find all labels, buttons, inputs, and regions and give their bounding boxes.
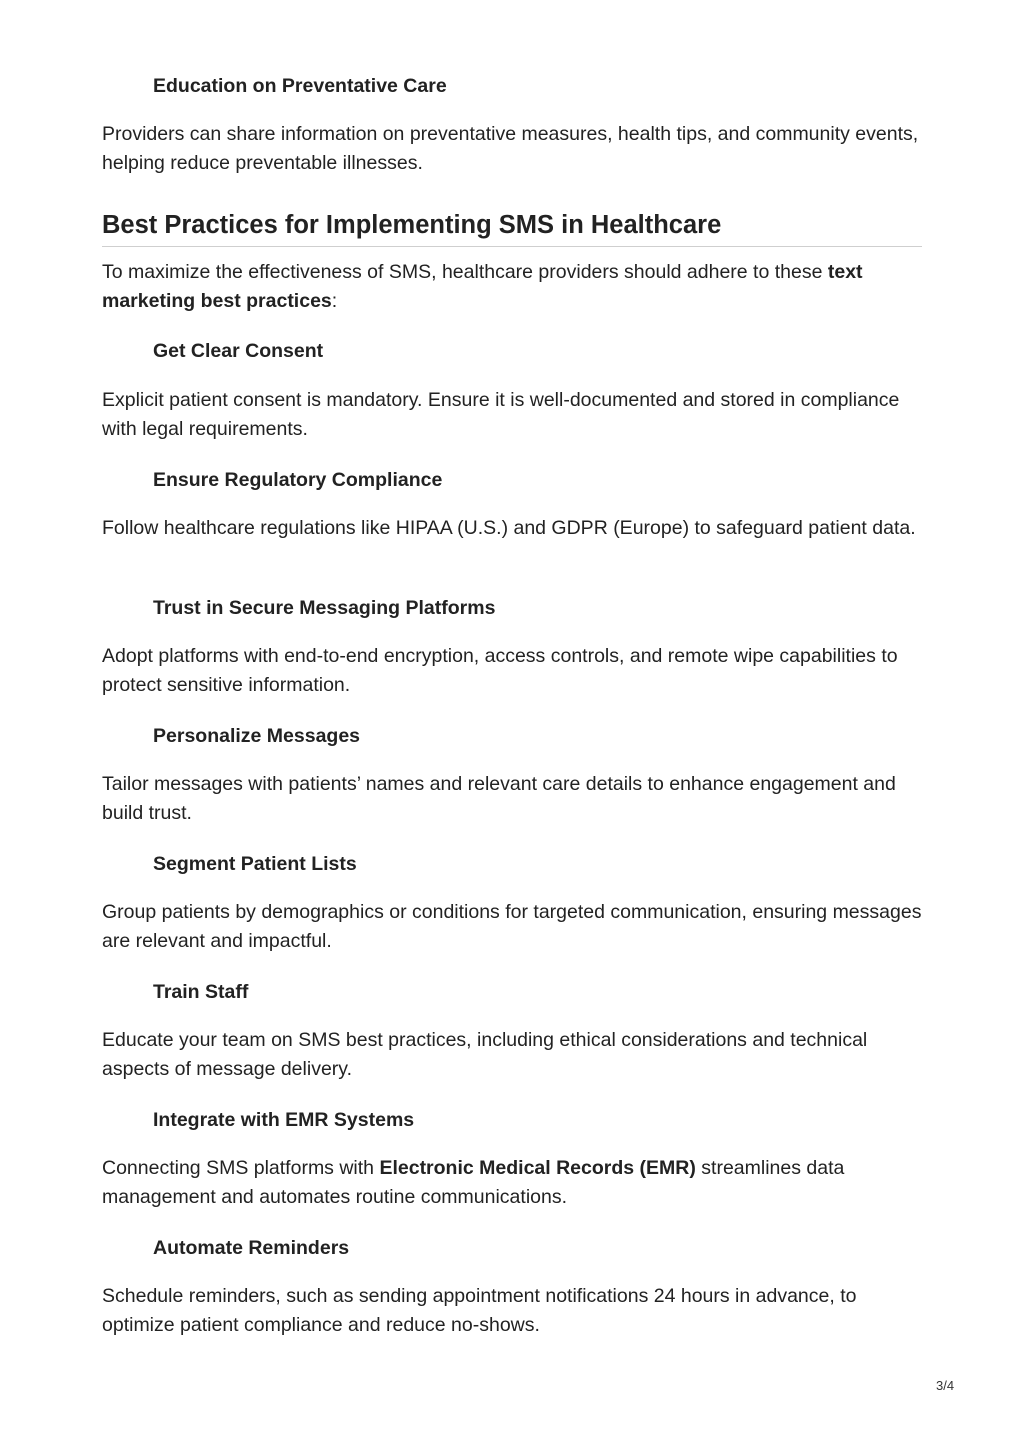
paragraph-segment: Group patients by demographics or conditions for targeted communication, ensuring messages are relevant and impactful. bbox=[102, 901, 922, 952]
paragraph-education: Providers can share information on preventative measures, health tips, and community events, helping reduce preventable illnesses. bbox=[102, 123, 919, 174]
paragraph-train: Educate your team on SMS best practices, including ethical considerations and technical aspects of message delivery. bbox=[102, 1029, 868, 1080]
paragraph-consent: Explicit patient consent is mandatory. Ensure it is well-documented and stored in compliance with legal requirements. bbox=[102, 389, 900, 440]
emr-bold-text: Electronic Medical Records (EMR) bbox=[379, 1157, 696, 1179]
subheading-emr: Integrate with EMR Systems bbox=[153, 1109, 415, 1131]
subheading-train: Train Staff bbox=[153, 981, 249, 1003]
subheading-compliance: Ensure Regulatory Compliance bbox=[153, 469, 443, 491]
paragraph-personalize: Tailor messages with patients’ names and relevant care details to enhance engagement and build trust. bbox=[102, 773, 896, 824]
emr-text-after: streamlines data management and automates routine communications. bbox=[102, 1157, 845, 1208]
intro-colon: : bbox=[331, 290, 338, 312]
paragraph-compliance: Follow healthcare regulations like HIPAA (U.S.) and GDPR (Europe) to safeguard patient data. bbox=[102, 517, 916, 539]
paragraph-automate: Schedule reminders, such as sending appointment notifications 24 hours in advance, to optimize patient compliance and reduce no-shows. bbox=[102, 1285, 857, 1336]
subheading-consent: Get Clear Consent bbox=[153, 340, 324, 362]
intro-text: To maximize the effectiveness of SMS, healthcare providers should adhere to these bbox=[102, 261, 828, 283]
subheading-automate: Automate Reminders bbox=[153, 1237, 350, 1259]
paragraph-secure-platforms: Adopt platforms with end-to-end encryption, access controls, and remote wipe capabilities to protect sensitive information. bbox=[102, 645, 898, 696]
subheading-secure-platforms: Trust in Secure Messaging Platforms bbox=[153, 597, 496, 619]
section-title: Best Practices for Implementing SMS in Healthcare bbox=[102, 208, 922, 247]
paragraph-emr bbox=[102, 1154, 924, 1212]
page-number: 3/4 bbox=[936, 1378, 955, 1393]
subheading-education: Education on Preventative Care bbox=[153, 75, 447, 97]
paragraph-intro bbox=[102, 258, 924, 316]
subheading-segment: Segment Patient Lists bbox=[153, 853, 357, 875]
intro-bold-text: text marketing best practices bbox=[102, 261, 863, 312]
subheading-personalize: Personalize Messages bbox=[153, 725, 361, 747]
emr-text-before: Connecting SMS platforms with bbox=[102, 1157, 380, 1179]
